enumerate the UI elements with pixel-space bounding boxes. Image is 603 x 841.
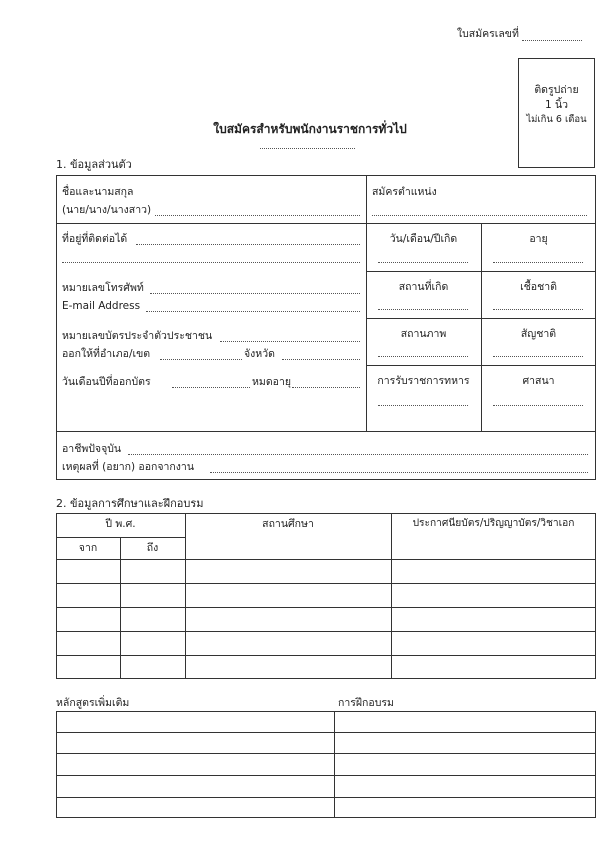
name-field[interactable] [155, 215, 360, 216]
status-field[interactable] [378, 356, 468, 357]
courses-training-table [56, 711, 596, 818]
dob-label: วัน/เดือน/ปีเกิด [389, 233, 458, 245]
id-card-field[interactable] [220, 341, 360, 342]
address-field-1[interactable] [136, 244, 360, 245]
extra-course-label: หลักสูตรเพิ่มเติม [56, 697, 130, 709]
reason-label: เหตุผลที่ (อยาก) ออกจากงาน [62, 461, 194, 473]
name-label: ชื่อและนามสกุล [62, 186, 134, 198]
province-label: จังหวัด [244, 348, 275, 360]
name-prefix-label: (นาย/นาง/นางสาว) [62, 204, 152, 216]
race-label: เชื้อชาติ [520, 281, 557, 293]
application-no-field[interactable] [522, 40, 582, 41]
phone-label: หมายเลขโทรศัพท์ [62, 282, 144, 294]
section2-heading: 2. ข้อมูลการศึกษาและฝึกอบรม [56, 497, 204, 510]
institution-header: สถานศึกษา [262, 518, 314, 530]
issued-at-field[interactable] [160, 359, 242, 360]
email-label: E-mail Address [62, 300, 141, 312]
birthplace-label: สถานที่เกิด [398, 281, 449, 293]
issue-date-field[interactable] [172, 387, 250, 388]
photo-line-3: ไม่เกิน 6 เดือน [526, 114, 587, 125]
page-title: ใบสมัครสำหรับพนักงานราชการทั่วไป [213, 122, 407, 136]
title-sub-field[interactable] [260, 148, 355, 149]
occupation-field[interactable] [128, 454, 588, 455]
application-no-label: ใบสมัครเลขที่ [457, 28, 519, 40]
position-field[interactable] [372, 215, 587, 216]
province-field[interactable] [282, 359, 360, 360]
photo-line-2: 1 นิ้ว [544, 99, 569, 111]
to-header: ถึง [146, 542, 159, 554]
phone-field[interactable] [150, 293, 360, 294]
address-label: ที่อยู่ที่ติดต่อได้ [62, 233, 128, 245]
military-field[interactable] [378, 405, 468, 406]
degree-header: ประกาศนียบัตร/ปริญญาบัตร/วิชาเอก [412, 518, 575, 529]
expiry-field[interactable] [292, 387, 360, 388]
expiry-label: หมดอายุ [252, 376, 292, 388]
age-field[interactable] [493, 262, 583, 263]
issue-date-label: วันเดือนปีที่ออกบัตร [62, 376, 151, 388]
status-label: สถานภาพ [400, 328, 447, 340]
age-label: อายุ [529, 233, 548, 245]
reason-field[interactable] [210, 472, 588, 473]
address-field-2[interactable] [62, 262, 360, 263]
from-header: จาก [78, 542, 98, 554]
nationality-label: สัญชาติ [520, 328, 557, 340]
occupation-label: อาชีพปัจจุบัน [62, 443, 122, 455]
id-card-label: หมายเลขบัตรประจำตัวประชาชน [62, 330, 213, 342]
photo-box [518, 58, 595, 168]
religion-label: ศาสนา [522, 375, 555, 387]
section1-heading: 1. ข้อมูลส่วนตัว [56, 158, 132, 171]
training-label: การฝึกอบรม [338, 697, 394, 709]
dob-field[interactable] [378, 262, 468, 263]
birthplace-field[interactable] [378, 309, 468, 310]
religion-field[interactable] [493, 405, 583, 406]
position-label: สมัครตำแหน่ง [372, 186, 437, 198]
email-field[interactable] [146, 311, 360, 312]
year-header: ปี พ.ศ. [105, 518, 136, 530]
issued-at-label: ออกให้ที่อำเภอ/เขต [62, 348, 151, 360]
nationality-field[interactable] [493, 356, 583, 357]
military-label: การรับราชการทหาร [377, 375, 470, 387]
photo-line-1: ติดรูปถ่าย [534, 84, 579, 96]
race-field[interactable] [493, 309, 583, 310]
